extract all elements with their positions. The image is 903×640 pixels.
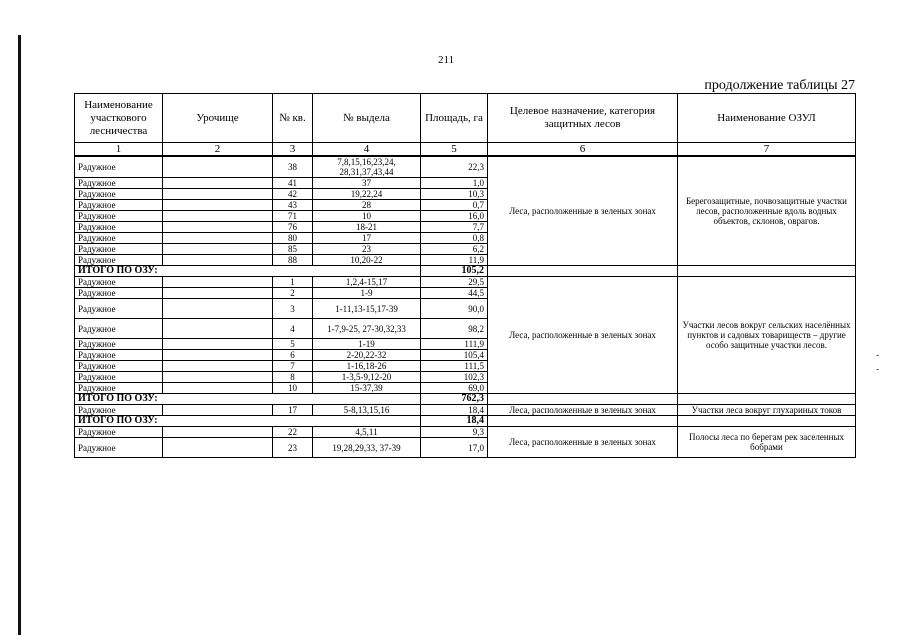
forestry-name-cell: Радужное xyxy=(75,339,163,350)
area-cell: 1,0 xyxy=(421,178,488,189)
allotment-number-cell: 28 xyxy=(313,200,421,211)
empty-cell xyxy=(678,394,856,405)
allotment-number-cell: 5-8,13,15,16 xyxy=(313,405,421,416)
column-number: 5 xyxy=(421,143,488,157)
area-cell: 111,9 xyxy=(421,339,488,350)
total-label: ИТОГО ПО ОЗУ: xyxy=(75,266,421,277)
empty-cell xyxy=(678,416,856,427)
quarter-number-cell: 43 xyxy=(273,200,313,211)
allotment-number-cell: 1-19 xyxy=(313,339,421,350)
ozul-name-cell: Полосы леса по берегам рек заселенных бобрами xyxy=(678,427,856,458)
area-cell: 6,2 xyxy=(421,244,488,255)
quarter-number-cell: 71 xyxy=(273,211,313,222)
table-row xyxy=(75,277,856,288)
tract-cell xyxy=(163,222,273,233)
area-cell: 105,4 xyxy=(421,350,488,361)
quarter-number-cell: 76 xyxy=(273,222,313,233)
forestry-name-cell: Радужное xyxy=(75,427,163,438)
quarter-number-cell: 2 xyxy=(273,288,313,299)
purpose-cell: Леса, расположенные в зеленых зонах xyxy=(488,277,678,394)
ozul-table xyxy=(74,93,856,458)
allotment-number-cell: 10 xyxy=(313,211,421,222)
tract-cell xyxy=(163,211,273,222)
forestry-name-cell: Радужное xyxy=(75,372,163,383)
empty-cell xyxy=(488,416,678,427)
area-cell: 22,3 xyxy=(421,156,488,178)
area-cell: 0,7 xyxy=(421,200,488,211)
tract-cell xyxy=(163,178,273,189)
allotment-number-cell: 1-9 xyxy=(313,288,421,299)
forestry-name-cell: Радужное xyxy=(75,156,163,178)
allotment-number-cell: 4,5,11 xyxy=(313,427,421,438)
column-number: 7 xyxy=(678,143,856,157)
quarter-number-cell: 38 xyxy=(273,156,313,178)
quarter-number-cell: 42 xyxy=(273,189,313,200)
area-cell: 98,2 xyxy=(421,319,488,339)
area-cell: 17,0 xyxy=(421,438,488,458)
area-cell: 11,9 xyxy=(421,255,488,266)
area-cell: 7,7 xyxy=(421,222,488,233)
tract-cell xyxy=(163,233,273,244)
purpose-cell: Леса, расположенные в зеленых зонах xyxy=(488,427,678,458)
area-cell: 0,8 xyxy=(421,233,488,244)
header-cell: Наименование ОЗУЛ xyxy=(678,94,856,143)
allotment-number-cell: 1,2,4-15,17 xyxy=(313,277,421,288)
total-area: 762,3 xyxy=(421,394,488,405)
margin-mark: - xyxy=(876,350,880,361)
tract-cell xyxy=(163,255,273,266)
total-row xyxy=(75,416,856,427)
tract-cell xyxy=(163,339,273,350)
tract-cell xyxy=(163,299,273,319)
forestry-name-cell: Радужное xyxy=(75,361,163,372)
tract-cell xyxy=(163,277,273,288)
forestry-name-cell: Радужное xyxy=(75,288,163,299)
forestry-name-cell: Радужное xyxy=(75,405,163,416)
tract-cell xyxy=(163,438,273,458)
area-cell: 29,5 xyxy=(421,277,488,288)
quarter-number-cell: 5 xyxy=(273,339,313,350)
allotment-number-cell: 37 xyxy=(313,178,421,189)
ozul-name-cell: Берегозащитные, почвозащитные участки лесов, расположенные вдоль водных объектов, склонов, оврагов. xyxy=(678,156,856,266)
column-number-row xyxy=(75,143,856,157)
forestry-name-cell: Радужное xyxy=(75,244,163,255)
empty-cell xyxy=(488,266,678,277)
tract-cell xyxy=(163,156,273,178)
table-header-row xyxy=(75,94,856,143)
column-number: 3 xyxy=(273,143,313,157)
forestry-name-cell: Радужное xyxy=(75,350,163,361)
area-cell: 10,3 xyxy=(421,189,488,200)
forestry-name-cell: Радужное xyxy=(75,277,163,288)
empty-cell xyxy=(488,394,678,405)
tract-cell xyxy=(163,361,273,372)
quarter-number-cell: 4 xyxy=(273,319,313,339)
forestry-name-cell: Радужное xyxy=(75,319,163,339)
table-row xyxy=(75,405,856,416)
quarter-number-cell: 23 xyxy=(273,438,313,458)
total-row xyxy=(75,394,856,405)
forestry-name-cell: Радужное xyxy=(75,189,163,200)
forestry-name-cell: Радужное xyxy=(75,200,163,211)
tract-cell xyxy=(163,350,273,361)
allotment-number-cell: 19,28,29,33, 37-39 xyxy=(313,438,421,458)
column-number: 6 xyxy=(488,143,678,157)
header-cell: Наименование участкового лесничества xyxy=(75,94,163,143)
quarter-number-cell: 41 xyxy=(273,178,313,189)
total-label: ИТОГО ПО ОЗУ: xyxy=(75,394,421,405)
tract-cell xyxy=(163,319,273,339)
margin-mark: - xyxy=(876,364,880,375)
tract-cell xyxy=(163,405,273,416)
allotment-number-cell: 10,20-22 xyxy=(313,255,421,266)
area-cell: 16,0 xyxy=(421,211,488,222)
quarter-number-cell: 80 xyxy=(273,233,313,244)
table-row xyxy=(75,427,856,438)
forestry-name-cell: Радужное xyxy=(75,299,163,319)
column-number: 4 xyxy=(313,143,421,157)
tract-cell xyxy=(163,288,273,299)
forestry-name-cell: Радужное xyxy=(75,222,163,233)
quarter-number-cell: 7 xyxy=(273,361,313,372)
table-row xyxy=(75,156,856,178)
area-cell: 102,3 xyxy=(421,372,488,383)
purpose-cell: Леса, расположенные в зеленых зонах xyxy=(488,405,678,416)
header-cell: Урочище xyxy=(163,94,273,143)
header-cell: Целевое назначение, категория защитных лесов xyxy=(488,94,678,143)
tract-cell xyxy=(163,372,273,383)
allotment-number-cell: 2-20,22-32 xyxy=(313,350,421,361)
header-cell: № кв. xyxy=(273,94,313,143)
tract-cell xyxy=(163,244,273,255)
header-cell: Площадь, га xyxy=(421,94,488,143)
header-cell: № выдела xyxy=(313,94,421,143)
tract-cell xyxy=(163,200,273,211)
table-continuation-caption: продолжение таблицы 27 xyxy=(704,78,855,93)
tract-cell xyxy=(163,189,273,200)
purpose-cell: Леса, расположенные в зеленых зонах xyxy=(488,156,678,266)
page-number: 211 xyxy=(438,54,455,66)
quarter-number-cell: 10 xyxy=(273,383,313,394)
ozul-name-cell: Участки леса вокруг глухариных токов xyxy=(678,405,856,416)
tract-cell xyxy=(163,383,273,394)
area-cell: 69,0 xyxy=(421,383,488,394)
allotment-number-cell: 17 xyxy=(313,233,421,244)
total-label: ИТОГО ПО ОЗУ: xyxy=(75,416,421,427)
allotment-number-cell: 18-21 xyxy=(313,222,421,233)
area-cell: 111,5 xyxy=(421,361,488,372)
forestry-name-cell: Радужное xyxy=(75,211,163,222)
quarter-number-cell: 17 xyxy=(273,405,313,416)
quarter-number-cell: 1 xyxy=(273,277,313,288)
total-area: 105,2 xyxy=(421,266,488,277)
scan-edge-bar xyxy=(18,35,21,635)
column-number: 1 xyxy=(75,143,163,157)
area-cell: 18,4 xyxy=(421,405,488,416)
forestry-name-cell: Радужное xyxy=(75,438,163,458)
allotment-number-cell: 19,22,24 xyxy=(313,189,421,200)
forestry-name-cell: Радужное xyxy=(75,233,163,244)
allotment-number-cell: 15-37,39 xyxy=(313,383,421,394)
empty-cell xyxy=(678,266,856,277)
ozul-name-cell: Участки лесов вокруг сельских населённых пунктов и садовых товариществ – другие особо защитные участки лесов. xyxy=(678,277,856,394)
allotment-number-cell: 7,8,15,16,23,24, 28,31,37,43,44 xyxy=(313,156,421,178)
allotment-number-cell: 1-7,9-25, 27-30,32,33 xyxy=(313,319,421,339)
quarter-number-cell: 3 xyxy=(273,299,313,319)
area-cell: 90,0 xyxy=(421,299,488,319)
tract-cell xyxy=(163,427,273,438)
quarter-number-cell: 8 xyxy=(273,372,313,383)
quarter-number-cell: 6 xyxy=(273,350,313,361)
area-cell: 9,3 xyxy=(421,427,488,438)
forestry-name-cell: Радужное xyxy=(75,383,163,394)
allotment-number-cell: 1-11,13-15,17-39 xyxy=(313,299,421,319)
forestry-name-cell: Радужное xyxy=(75,255,163,266)
quarter-number-cell: 88 xyxy=(273,255,313,266)
allotment-number-cell: 1-16,18-26 xyxy=(313,361,421,372)
quarter-number-cell: 85 xyxy=(273,244,313,255)
allotment-number-cell: 1-3,5-9,12-20 xyxy=(313,372,421,383)
column-number: 2 xyxy=(163,143,273,157)
total-row xyxy=(75,266,856,277)
allotment-number-cell: 23 xyxy=(313,244,421,255)
total-area: 18,4 xyxy=(421,416,488,427)
area-cell: 44,5 xyxy=(421,288,488,299)
forestry-name-cell: Радужное xyxy=(75,178,163,189)
quarter-number-cell: 22 xyxy=(273,427,313,438)
